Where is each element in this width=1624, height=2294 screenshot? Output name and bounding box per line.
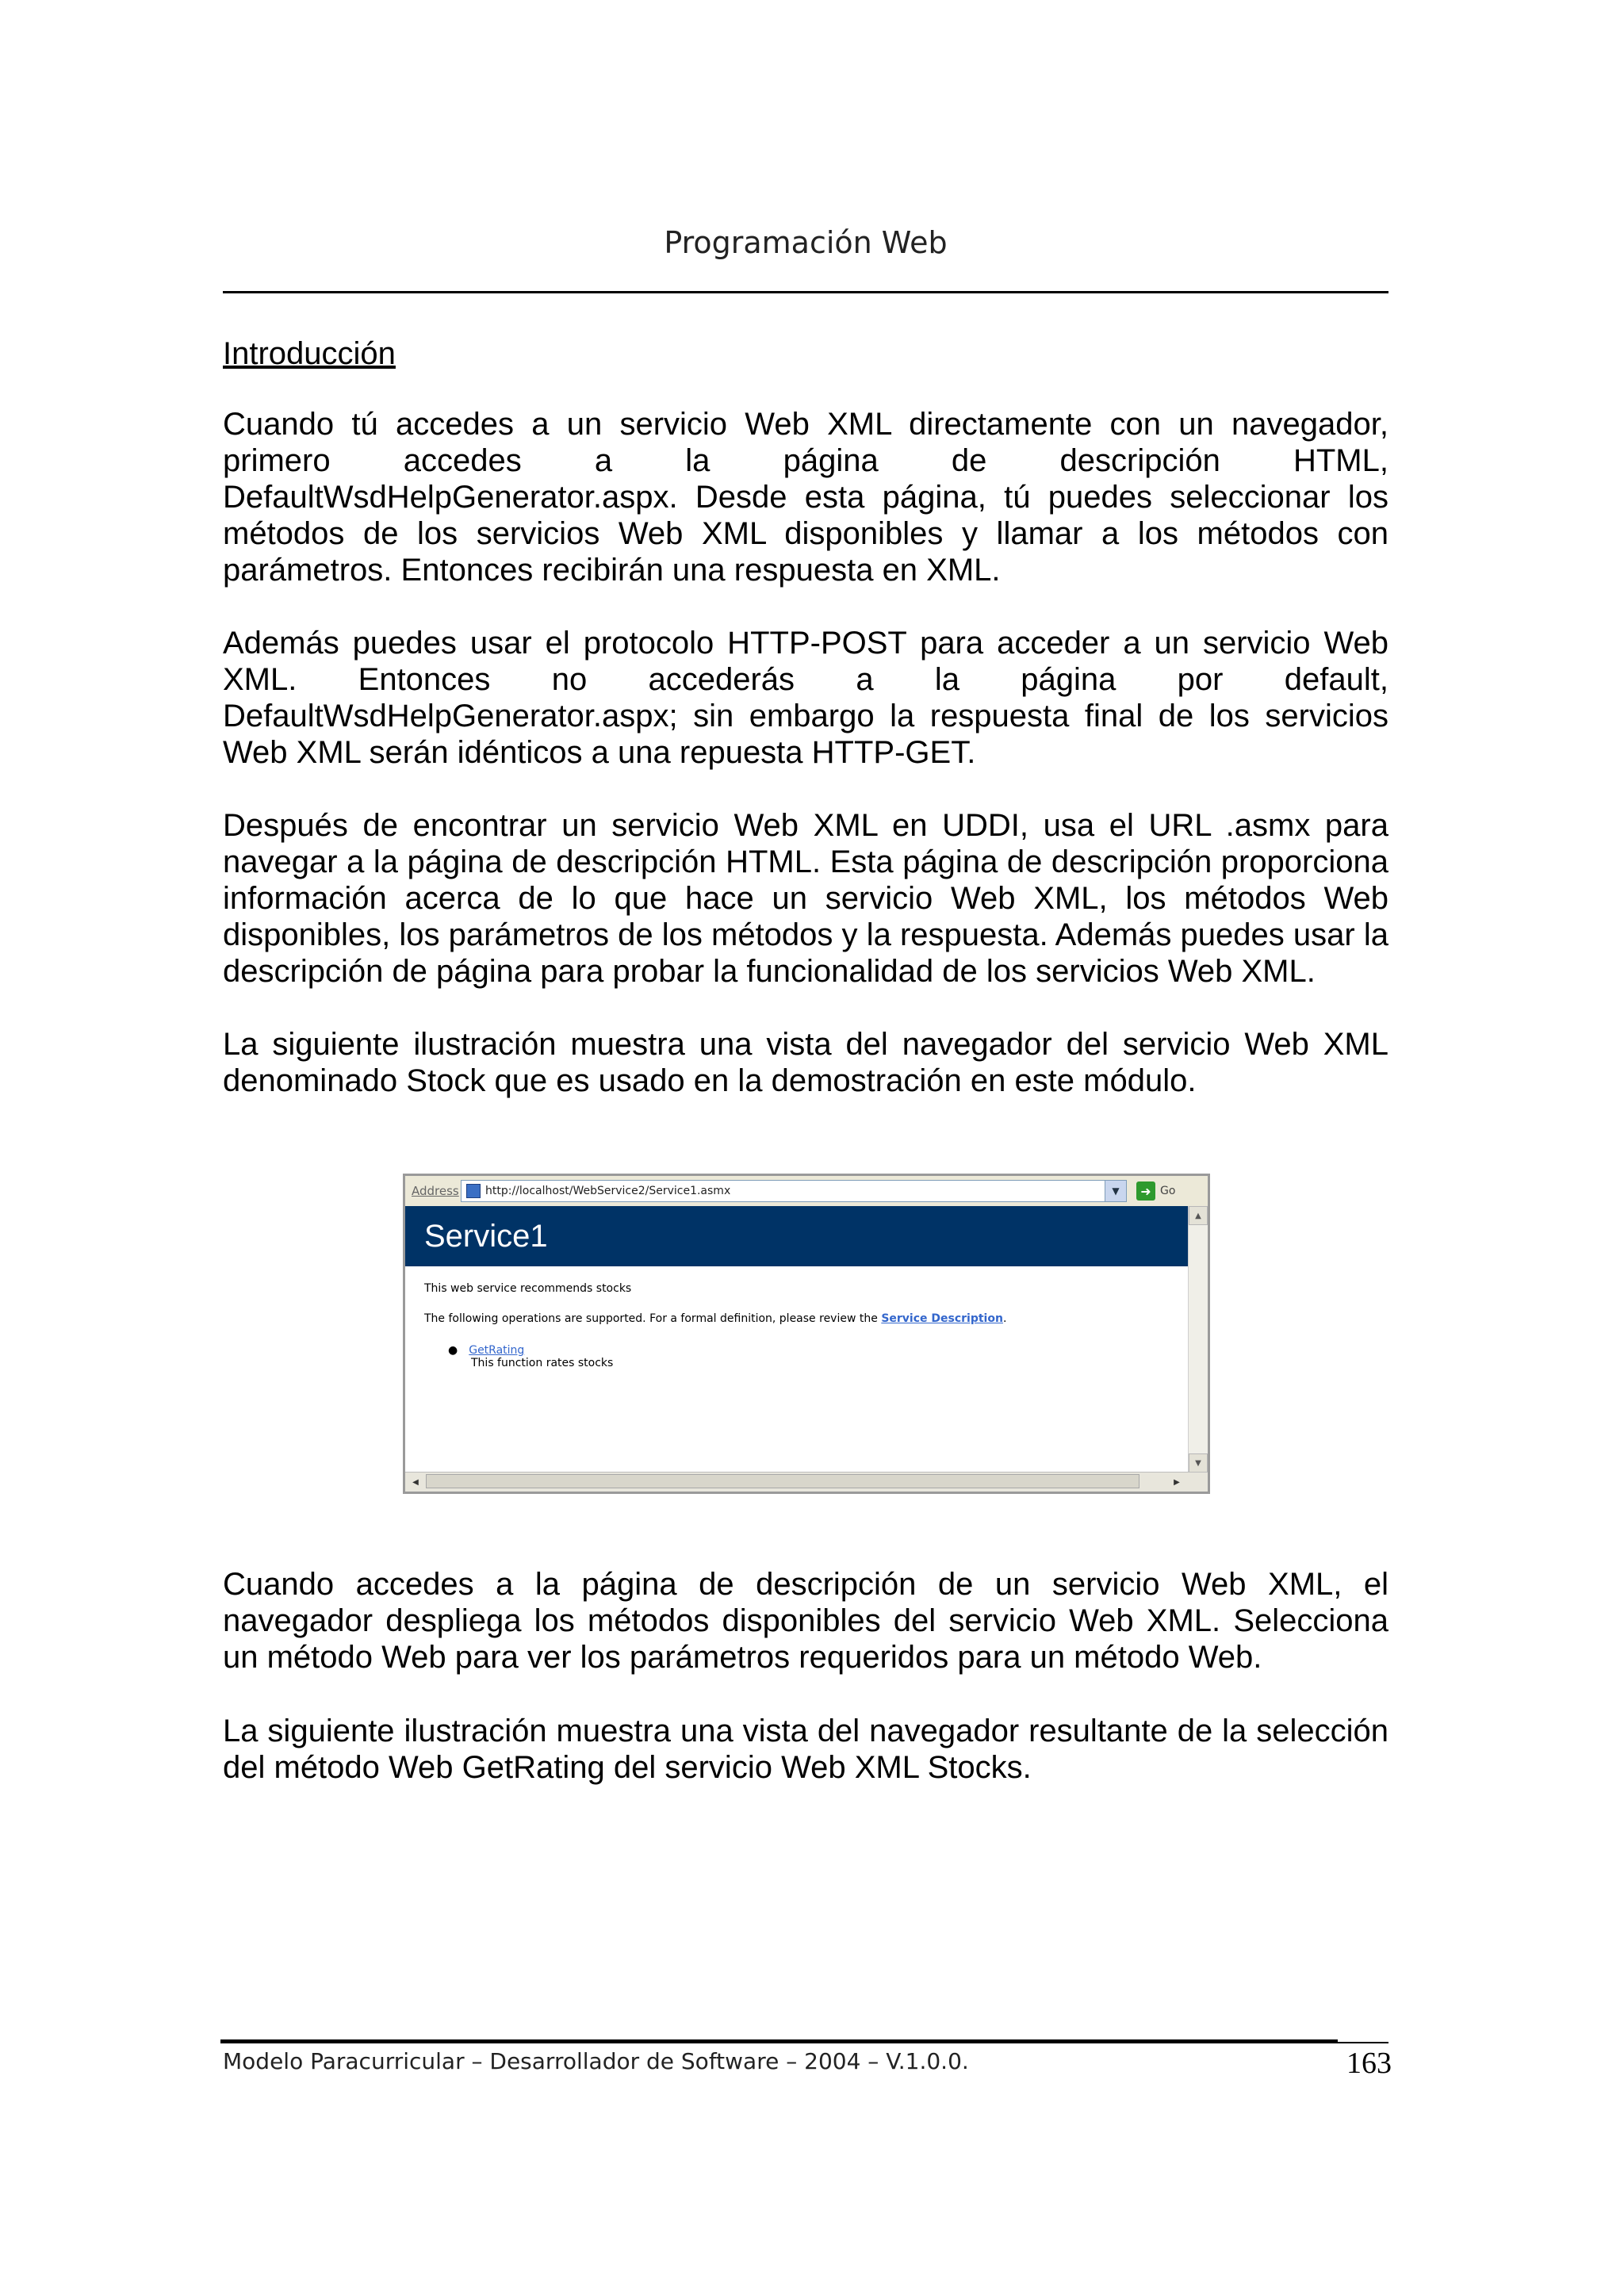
scroll-right-icon: ▶ [1174,1477,1180,1487]
bullet-icon: ● [448,1344,458,1357]
service-title-banner: Service1 [405,1206,1189,1266]
footer-text: Modelo Paracurricular – Desarrollador de Software – 2004 – V.1.0.0. [223,2048,969,2074]
operations-intro: The following operations are supported. For a formal definition, please review the [424,1312,878,1325]
operations-period: . [1002,1312,1007,1325]
vertical-scrollbar [1188,1206,1208,1473]
page-icon [466,1184,481,1198]
scroll-thumb [426,1474,1139,1488]
scroll-up-icon: ▲ [1189,1206,1208,1225]
paragraph-2: Además puedes usar el protocolo HTTP-POST para acceder a un servicio Web XML. Entonces no accederás a la página por default, DefaultWsdHelpGenerator.aspx; sin embargo la respuesta final de los servicios Web XML serán idénticos a una repuesta HTTP-GET. [223,626,1388,770]
browser-viewport [405,1206,1208,1492]
paragraph-1: Cuando tú accedes a un servicio Web XML directamente con un navegador, primero accedes a la página de descripción HTML, DefaultWsdHelpGenerator.aspx. Desde esta página, tú puedes seleccionar los métodos de los servicios Web XML disponibles y llamar a los métodos con parámetros. Entonces recibirán una respuesta en XML. [223,407,1388,588]
browser-screenshot-figure [403,1174,1210,1494]
browser-content [405,1206,1189,1473]
list-item [448,1344,1189,1357]
paragraph-6: La siguiente ilustración muestra una vista del navegador resultante de la selección del método Web GetRating del servicio Web XML Stocks. [223,1714,1388,1785]
operation-description: This function rates stocks [471,1357,614,1369]
operations-list [405,1344,1189,1369]
address-url: http://localhost/WebService2/Service1.asmx [485,1185,731,1197]
page-header: Programación Web [664,225,948,260]
footer-divider-thin [1338,2042,1388,2043]
go-arrow-icon: ➜ [1136,1181,1155,1201]
operations-text [405,1312,1189,1325]
address-field [461,1180,1127,1202]
footer-divider [220,2039,1338,2043]
service-description: This web service recommends stocks [424,1282,632,1295]
scroll-down-icon: ▼ [1189,1453,1208,1473]
address-bar [405,1176,1208,1208]
page-number: 163 [1346,2047,1392,2080]
scroll-left-icon: ◀ [412,1477,419,1487]
header-divider [223,291,1388,293]
address-label: Address [412,1184,459,1198]
paragraph-3: Después de encontrar un servicio Web XML en UDDI, usa el URL .asmx para navegar a la página de descripción HTML. Esta página de descripción proporciona información acerca de lo que hace un servicio Web XML, los métodos Web disponibles, los parámetros de los métodos y la respuesta. Además puedes usar la descripción de página para probar la funcionalidad de los servicios Web XML. [223,808,1388,989]
paragraph-5: Cuando accedes a la página de descripción de un servicio Web XML, el navegador despliega los métodos disponibles del servicio Web XML. Selecciona un método Web para ver los parámetros requeridos para un método Web. [223,1567,1388,1675]
paragraph-4: La siguiente ilustración muestra una vista del navegador del servicio Web XML denominado Stock que es usado en la demostración en este módulo. [223,1027,1388,1098]
operation-link: GetRating [469,1344,525,1357]
horizontal-scrollbar [405,1472,1208,1492]
go-label: Go [1160,1185,1176,1197]
service-description-link: Service Description [881,1312,1003,1325]
section-title: Introducción [223,336,396,371]
chevron-down-icon: ▼ [1105,1181,1126,1201]
